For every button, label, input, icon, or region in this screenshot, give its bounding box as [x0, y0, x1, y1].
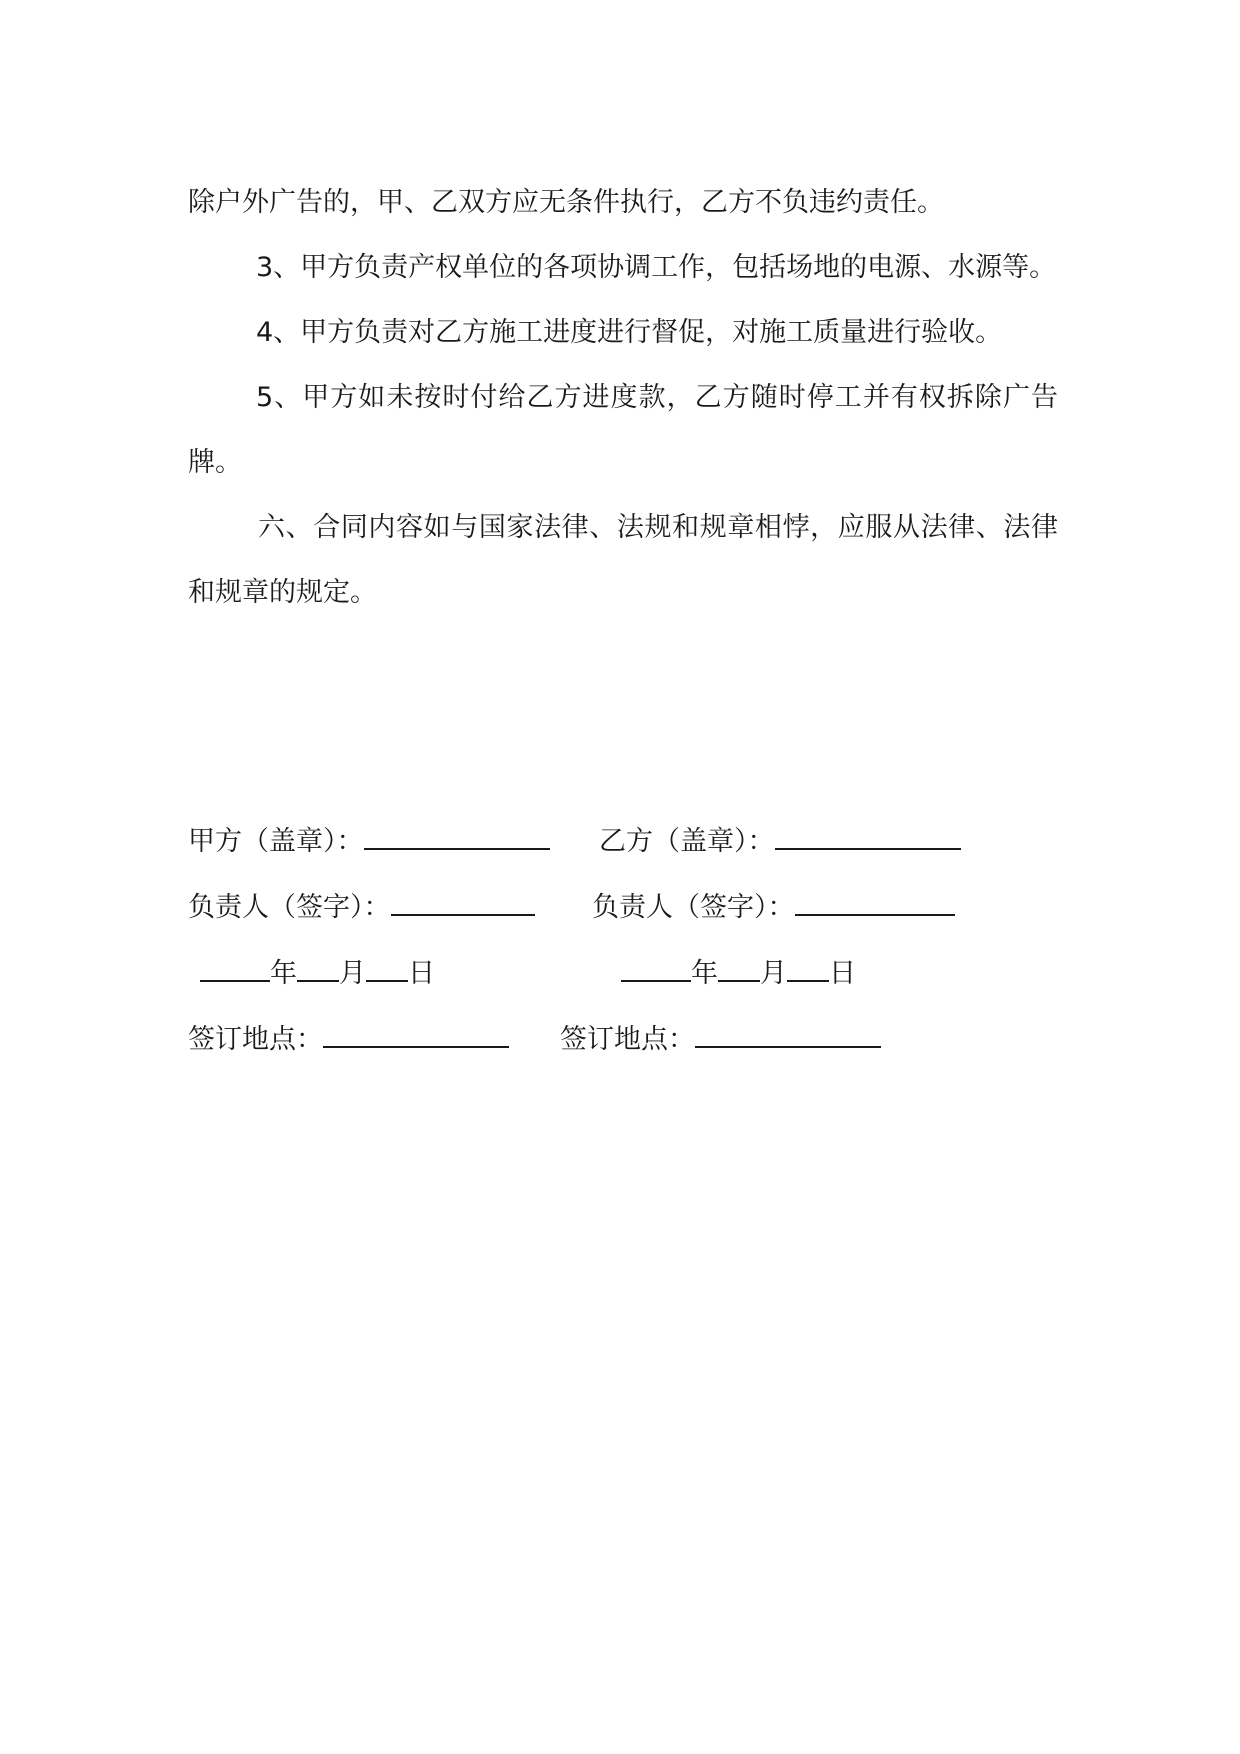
- party-b-seal-label: 乙方（盖章）：: [599, 826, 775, 857]
- contract-body: [188, 170, 1058, 625]
- party-b-month-blank: [718, 954, 760, 982]
- party-a-date-line: [200, 954, 435, 992]
- paragraph-clause-3: 3、甲方负责产权单位的各项协调工作，包括场地的电源、水源等。: [256, 252, 1057, 283]
- party-a-signer-label: 负责人（签字）：: [188, 892, 391, 923]
- paragraph-continuation: 除户外广告的，甲、乙双方应无条件执行，乙方不负违约责任。: [188, 187, 944, 218]
- party-a-seal-line: [188, 822, 550, 860]
- party-a-signer-line: [188, 888, 535, 926]
- party-b-signer-label: 负责人（签字）：: [592, 892, 795, 923]
- party-b-seal-line: [599, 822, 961, 860]
- party-a-month-blank: [297, 954, 339, 982]
- party-b-place-label: 签订地点：: [560, 1024, 695, 1055]
- party-a-place-label: 签订地点：: [188, 1024, 323, 1055]
- party-b-signer-line: [592, 888, 955, 926]
- party-b-month-label: 月: [760, 958, 787, 989]
- party-a-place-blank: [323, 1020, 509, 1048]
- paragraph-clause-4: 4、甲方负责对乙方施工进度进行督促，对施工质量进行验收。: [256, 317, 1003, 348]
- party-a-seal-label: 甲方（盖章）：: [188, 826, 364, 857]
- party-b-signer-blank: [795, 888, 955, 916]
- paragraph-section-6: 六、合同内容如与国家法律、法规和规章相悖，应服从法律、法律和规章的规定。: [188, 512, 1058, 608]
- party-b-place-blank: [695, 1020, 881, 1048]
- party-a-place-line: [188, 1020, 509, 1058]
- party-a-day-blank: [366, 954, 408, 982]
- party-b-year-blank: [621, 954, 691, 982]
- paragraph-clause-5: 5、甲方如未按时付给乙方进度款，乙方随时停工并有权拆除广告牌。: [188, 382, 1058, 478]
- party-a-year-label: 年: [270, 958, 297, 989]
- party-b-date-line: [621, 954, 856, 992]
- party-a-day-label: 日: [408, 958, 435, 989]
- party-b-day-blank: [787, 954, 829, 982]
- party-a-month-label: 月: [339, 958, 366, 989]
- party-b-seal-blank: [775, 822, 961, 850]
- party-a-signer-blank: [391, 888, 535, 916]
- party-b-place-line: [560, 1020, 881, 1058]
- party-b-year-label: 年: [691, 958, 718, 989]
- party-b-day-label: 日: [829, 958, 856, 989]
- party-a-year-blank: [200, 954, 270, 982]
- party-a-seal-blank: [364, 822, 550, 850]
